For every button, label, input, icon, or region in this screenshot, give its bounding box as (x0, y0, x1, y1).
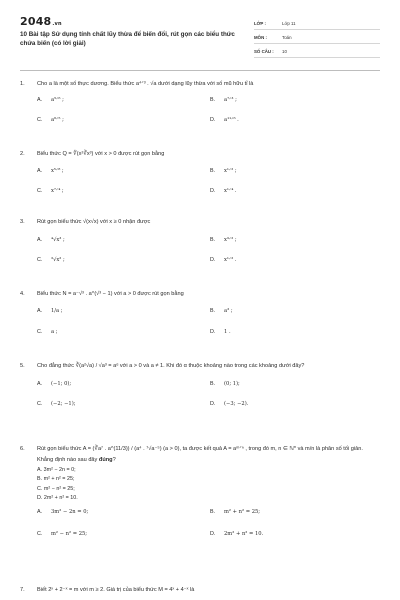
header (0, 0, 400, 64)
option-c[interactable] (37, 117, 64, 123)
meta-value: Lớp 11 (282, 21, 296, 26)
logo-text: 2048 (20, 15, 52, 28)
option-value: m² − n² = 25; (51, 530, 88, 537)
option-b[interactable] (210, 237, 237, 243)
logo-suffix: .vn (52, 21, 62, 27)
option-value: 1 . (224, 328, 231, 335)
option-label: B. (210, 307, 216, 314)
option-label: D. (210, 116, 216, 123)
option-label: D. (210, 256, 216, 263)
question-2 (20, 150, 380, 205)
option-label: D. (210, 401, 216, 407)
option-c[interactable] (37, 188, 64, 194)
option-value: a⁶ᐟ⁵ ; (51, 116, 64, 123)
option-value: a⁷ᐟ³ ; (224, 96, 237, 103)
option-label: C. (37, 256, 43, 263)
option-value: 3m² − 2n = 0; (51, 508, 89, 515)
option-c[interactable] (37, 531, 87, 537)
option-label: C. (37, 530, 43, 537)
option-label: A. (37, 381, 43, 387)
header-divider (20, 70, 380, 71)
question-1 (20, 80, 380, 135)
option-c[interactable] (37, 329, 58, 335)
question-number: 4. (20, 291, 25, 297)
option-value: a³ ; (224, 307, 233, 314)
option-value: m² + n² = 25; (224, 508, 261, 515)
question-stem-emphasis: đúng (98, 457, 113, 463)
question-number: 1. (20, 81, 25, 87)
question-stem: Biểu thức N = a⁻√³ . a^(√³ − 1) với a > 0 được rút gọn bằng (37, 291, 184, 297)
option-d[interactable] (210, 531, 263, 537)
option-value: x¹ᐟ⁴ . (224, 187, 237, 194)
meta-key: MÔN : (254, 35, 267, 40)
option-label: B. (210, 381, 216, 387)
option-value: (−1; 0); (51, 381, 72, 387)
statement-item: D. 2m² + n² = 10. (37, 495, 78, 502)
option-label: D. (210, 328, 216, 335)
option-value: a⁵ᐟ⁶ ; (51, 96, 64, 103)
option-label: A. (37, 508, 43, 515)
option-value: (−2; −1); (51, 401, 76, 407)
meta-value: Toán (282, 35, 292, 40)
question-6 (20, 444, 380, 547)
question-stem: Biểu thức Q = ∜(x²∛x³) với x > 0 được rút gọn bằng (37, 151, 165, 157)
meta-value: 10 (282, 49, 287, 54)
option-a[interactable] (37, 237, 65, 243)
option-b[interactable] (210, 308, 233, 314)
option-d[interactable] (210, 257, 237, 263)
question-number: 7. (20, 587, 25, 593)
option-a[interactable] (37, 308, 63, 314)
option-value: x¹ᐟ² ; (224, 167, 237, 174)
question-4 (20, 290, 380, 345)
option-label: A. (37, 167, 43, 174)
option-a[interactable] (37, 168, 64, 174)
statement-item: A. 3m² − 2n = 0; (37, 467, 76, 473)
option-label: C. (37, 187, 43, 194)
option-c[interactable] (37, 257, 65, 263)
option-b[interactable] (210, 509, 260, 515)
question-stem: Cho a là một số thực dương. Biểu thức a⁴ᐟ³ . √a dưới dạng lũy thừa với số mũ hữu tỉ là (37, 81, 254, 87)
statement-item: C. m² − n² = 25; (37, 485, 75, 492)
option-label: D. (210, 187, 216, 194)
question-number: 2. (20, 151, 25, 157)
option-d[interactable] (210, 117, 239, 123)
question-3 (20, 218, 380, 273)
option-label: B. (210, 508, 216, 515)
statement-list (20, 466, 380, 504)
option-value: a ; (51, 328, 58, 335)
option-label: C. (37, 116, 43, 123)
question-stem: Rút gọn biểu thức A = (∛a⁷ . a^(11/3)) / (a⁴ . ⁷√a⁻⁵) (a > 0), ta được kết quả A = aᵐᐟⁿ , trong đó m, n ∈ ℕ* và m/n là phân số tối giản. Khẳng định nào sau đây (37, 446, 363, 463)
option-c[interactable] (37, 401, 76, 407)
option-value: 1/a ; (51, 307, 63, 314)
meta-key: LỚP : (254, 21, 266, 26)
meta-row-count (254, 44, 380, 58)
question-stem: Cho đẳng thức ∛(a²√a) / √a³ = aᵅ với a > 0 và a ≠ 1. Khi đó α thuộc khoảng nào trong các khoảng dưới đây? (37, 363, 305, 369)
meta-row-class (254, 16, 380, 30)
option-value: ⁴√x³ ; (51, 236, 65, 243)
meta-key: SỐ CÂU : (254, 49, 274, 54)
question-number: 3. (20, 219, 25, 225)
question-stem: Biết 2ˣ + 2⁻ˣ = m với m ≥ 2. Giá trị của biểu thức M = 4ˣ + 4⁻ˣ là (37, 587, 195, 593)
option-value: (0; 1); (224, 381, 240, 387)
option-a[interactable] (37, 97, 64, 103)
option-label: C. (37, 328, 43, 335)
option-value: x³ᐟ² ; (224, 236, 237, 243)
page-title: 10 Bài tập Sử dụng tính chất lũy thừa để biến đổi, rút gọn các biểu thức chứa biến (có lời giải) (20, 31, 235, 47)
option-label: A. (37, 236, 43, 243)
option-label: B. (210, 96, 216, 103)
option-label: A. (37, 96, 43, 103)
option-value: x⁵ᐟ⁸ ; (51, 167, 64, 174)
option-value: x¹ᐟ² . (224, 256, 237, 263)
option-a[interactable] (37, 381, 71, 387)
option-b[interactable] (210, 168, 237, 174)
option-d[interactable] (210, 188, 237, 194)
option-label: C. (37, 401, 43, 407)
option-b[interactable] (210, 97, 237, 103)
question-number: 5. (20, 363, 25, 369)
question-5 (20, 361, 380, 417)
option-label: D. (210, 530, 216, 537)
question-number: 6. (20, 446, 25, 452)
statement-item: B. m² + n² = 25; (37, 476, 75, 483)
meta-table (254, 16, 380, 58)
question-stem-end: ? (112, 457, 116, 463)
question-7 (20, 586, 380, 596)
question-stem: Rút gọn biểu thức √(x√x) với x ≥ 0 nhận được (37, 219, 151, 225)
option-label: B. (210, 236, 216, 243)
meta-row-subject (254, 30, 380, 44)
site-logo[interactable] (20, 15, 62, 28)
option-value: ³√x² ; (51, 256, 65, 263)
option-label: A. (37, 307, 43, 314)
option-b[interactable] (210, 381, 240, 387)
option-a[interactable] (37, 509, 88, 515)
option-value: (−3; −2). (224, 401, 249, 407)
option-value: 2m² + n² = 10. (224, 530, 264, 537)
option-value: x⁷ᐟ⁴ ; (51, 187, 64, 194)
option-value: a¹¹ᐟ⁶ . (224, 116, 239, 123)
option-d[interactable] (210, 329, 231, 335)
option-d[interactable] (210, 401, 248, 407)
option-label: B. (210, 167, 216, 174)
